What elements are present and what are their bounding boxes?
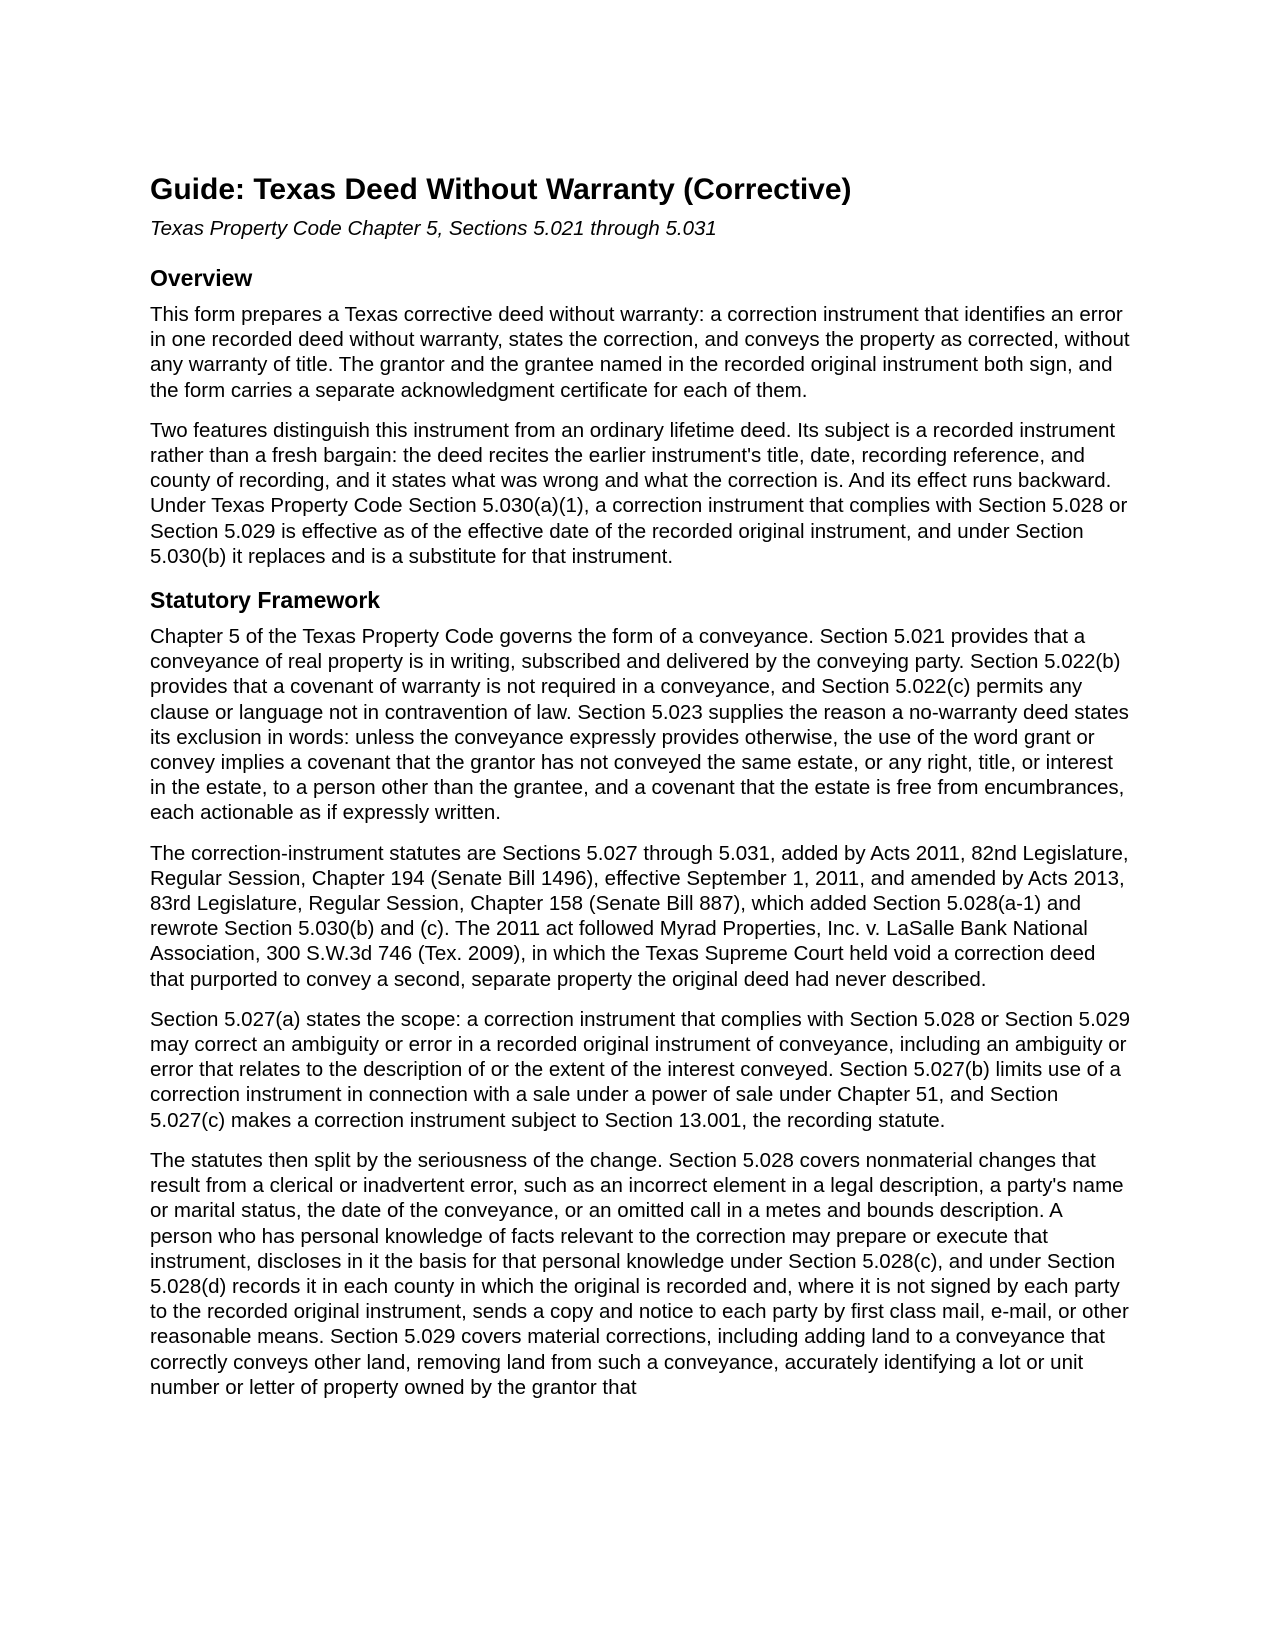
document-subtitle: Texas Property Code Chapter 5, Sections 5.021 through 5.031 [150, 217, 717, 240]
document-page [150, 170, 1130, 1415]
overview-heading: Overview [150, 265, 253, 291]
framework-paragraph: The correction-instrument statutes are Sections 5.027 through 5.031, added by Acts 2011, 82nd Legislature, Regular Session, Chapter 194 (Senate Bill 1496), effective September 1, 2011, and amended by Acts 2013, 83rd Legislature, Regular Session, Chapter 158 (Senate Bill 887), which added Section 5.028(a-1) and rewrote Section 5.030(b) and (c). The 2011 act followed Myrad Properties, Inc. v. LaSalle Bank National Association, 300 S.W.3d 746 (Tex. 2009), in which the Texas Supreme Court held void a correction deed that purported to convey a second, separate property the original deed had never described. [150, 841, 1129, 991]
document-title: Guide: Texas Deed Without Warranty (Corrective) [150, 173, 852, 206]
framework-paragraph: Section 5.027(a) states the scope: a correction instrument that complies with Section 5.028 or Section 5.029 may correct an ambiguity or error in a recorded original instrument of conveyance, including an ambiguity or error that relates to the description of or the extent of the interest conveyed. Section 5.027(b) limits use of a correction instrument in connection with a sale under a power of sale under Chapter 51, and Section 5.027(c) makes a correction instrument subject to Section 13.001, the recording statute. [150, 1007, 1130, 1132]
overview-paragraph: Two features distinguish this instrument from an ordinary lifetime deed. Its subject is a recorded instrument rather than a fresh bargain: the deed recites the earlier instrument's title, date, recording reference, and county of recording, and it states what was wrong and what the correction is. And its effect runs backward. Under Texas Property Code Section 5.030(a)(1), a correction instrument that complies with Section 5.028 or Section 5.029 is effective as of the effective date of the recorded original instrument, and under Section 5.030(b) it replaces and is a substitute for that instrument. [150, 418, 1128, 568]
overview-paragraph: This form prepares a Texas corrective deed without warranty: a correction instrument that identifies an error in one recorded deed without warranty, states the correction, and conveys the property as corrected, without any warranty of title. The grantor and the grantee named in the recorded original instrument both sign, and the form carries a separate acknowledgment certificate for each of them. [150, 303, 1130, 402]
framework-paragraph: The statutes then split by the seriousness of the change. Section 5.028 covers nonmaterial changes that result from a clerical or inadvertent error, such as an incorrect element in a legal description, a party's name or marital status, the date of the conveyance, or an omitted call in a metes and bounds description. A person who has personal knowledge of facts relevant to the correction may prepare or execute that instrument, discloses in it the basis for that personal knowledge under Section 5.028(c), and under Section 5.028(d) records it in each county in which the original is recorded and, where it is not signed by each party to the recorded original instrument, sends a copy and notice to each party by first class mail, e-mail, or other reasonable means. Section 5.029 covers material corrections, including adding land to a conveyance that correctly conveys other land, removing land from such a conveyance, accurately identifying a lot or unit number or letter of property owned by the grantor that [150, 1148, 1129, 1399]
statutory-framework-heading: Statutory Framework [150, 587, 381, 614]
framework-paragraph: Chapter 5 of the Texas Property Code governs the form of a conveyance. Section 5.021 provides that a conveyance of real property is in writing, subscribed and delivered by the conveying party. Section 5.022(b) provides that a covenant of warranty is not required in a conveyance, and Section 5.022(c) permits any clause or language not in contravention of law. Section 5.023 supplies the reason a no-warranty deed states its exclusion in words: unless the conveyance expressly provides otherwise, the use of the word grant or convey implies a covenant that the grantor has not conveyed the same estate, or any right, title, or interest in the estate, to a person other than the grantee, and a covenant that the estate is free from encumbrances, each actionable as if expressly written. [150, 625, 1129, 825]
